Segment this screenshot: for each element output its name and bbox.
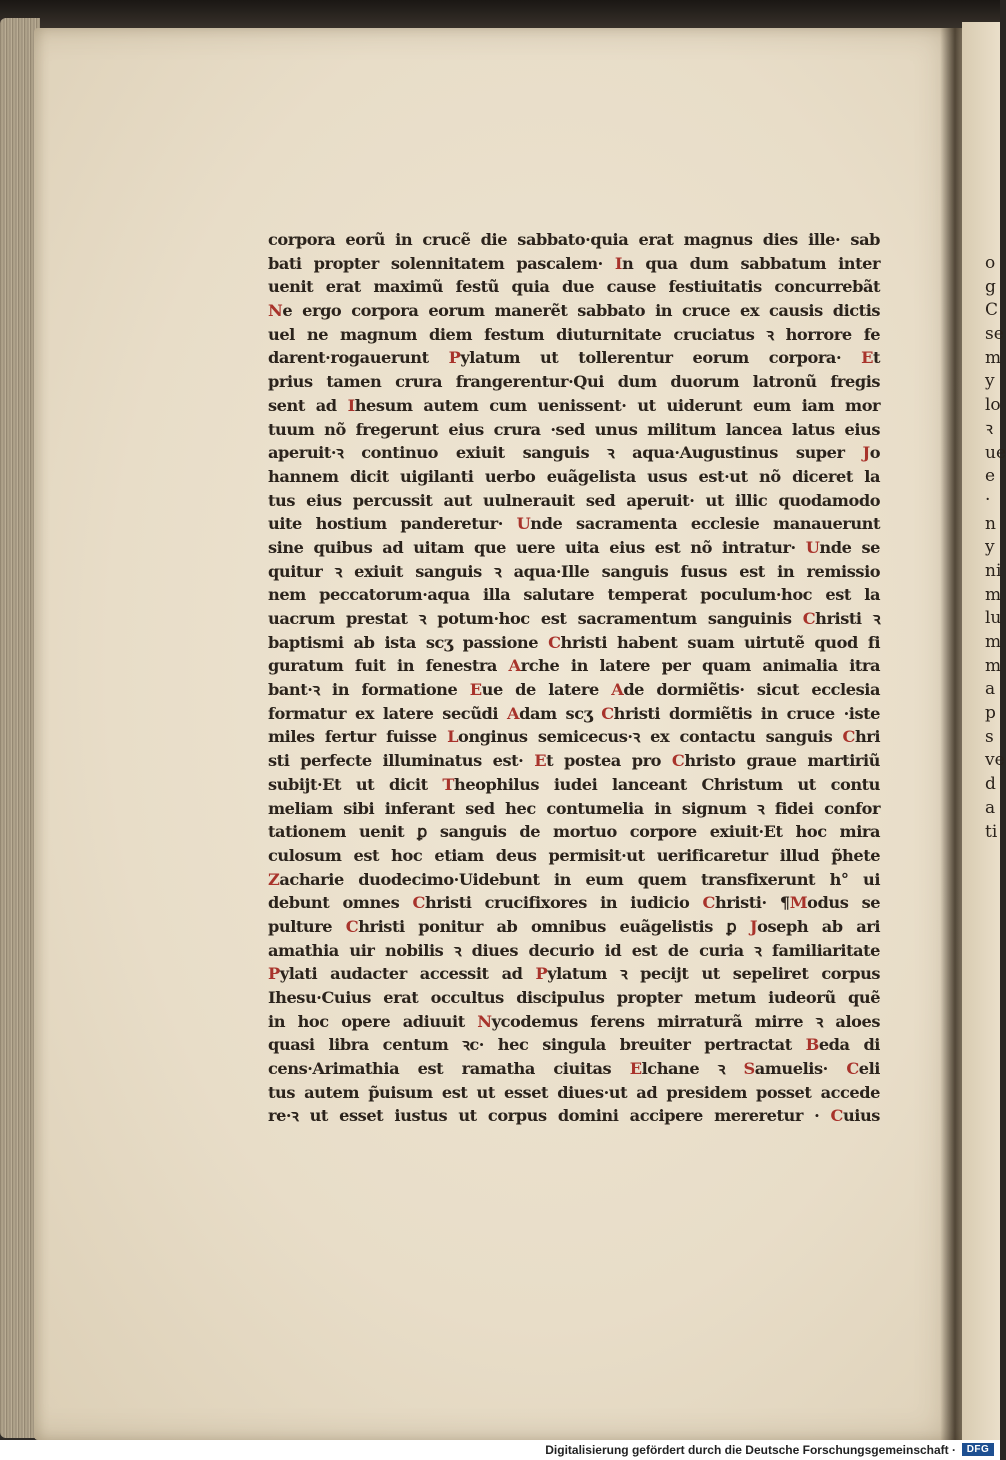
rubricated-initial: C (345, 916, 359, 936)
rubricated-initial: A (611, 680, 624, 700)
rubricated-initial: C (702, 893, 715, 913)
rubricated-initial: C (412, 893, 425, 913)
recto-fragment: · (985, 489, 991, 510)
rubricated-initial: N (268, 301, 283, 321)
incunable-text-block (268, 228, 880, 1128)
text-line: culosum est hoc etiam deus permisit·ut uerificaretur illud p̃hete (268, 845, 881, 865)
text-line: uenit erat maximũ festũ quia due cause festiuitatis concurrebãt (268, 277, 881, 297)
recto-fragment: m (985, 632, 1002, 652)
text-line: aperuit·ꝛ continuo exiuit sanguis ꝛ aqua·Augustinus super Jo (268, 443, 881, 463)
text-line: subijt·Et ut dicit Theophilus iudei lanceant Christum ut contu (268, 774, 880, 794)
text-line: Zacharie duodecimo·Uidebunt in eum quem transfixerunt h° ui (268, 869, 881, 889)
text-line: bati propter solennitatem pascalem· In qua dum sabbatum inter (268, 253, 881, 273)
text-line: sent ad Ihesum autem cum uenissent· ut uiderunt eum iam mor (268, 395, 881, 415)
text-line: baptismi ab ista scʒ passione Christi habent suam uirtutẽ quod fi (268, 632, 881, 652)
rubricated-initial: C (601, 703, 614, 723)
text-line: miles fertur fuisse Longinus semicecus·ꝛ ex contactu sanguis Chri (268, 727, 881, 747)
recto-fragment: ꝛ (985, 418, 994, 439)
rubricated-initial: C (842, 727, 855, 747)
recto-fragment: lo (985, 395, 1001, 416)
rubricated-initial: S (743, 1059, 755, 1079)
text-line: guratum fuit in fenestra Arche in latere per quam animalia itra (268, 656, 881, 676)
recto-fragment: m (985, 584, 1002, 605)
text-line: nem peccatorum·aqua illa salutare temperat poculum·hoc est la (268, 585, 881, 605)
rubricated-initial: U (516, 514, 531, 534)
rubricated-initial: P (535, 964, 548, 984)
recto-fragment: ue (985, 442, 1006, 463)
text-line: debunt omnes Christi crucifixores in iudicio Christi· ¶Modus se (268, 893, 881, 913)
text-line: quitur ꝛ exiuit sanguis ꝛ aqua·Ille sanguis fusus est in remissio (268, 561, 881, 581)
recto-fragment: lu (985, 608, 1002, 629)
recto-fragment: m (985, 347, 1002, 368)
recto-fragment: ve (985, 750, 1005, 771)
text-line: re·ꝛ ut esset iustus ut corpus domini accipere mereretur · Cuius (268, 1106, 880, 1126)
rubricated-initial: Z (268, 869, 280, 889)
rubricated-initial: J (862, 443, 870, 463)
rubricated-initial: N (477, 1011, 492, 1031)
dfg-logo[interactable]: DFG (962, 1443, 994, 1456)
rubricated-initial: E (629, 1059, 642, 1079)
rubricated-initial: I (614, 253, 622, 273)
text-line: hannem dicit uigilanti uerbo euãgelista usus est·ut nõ diceret la (268, 466, 881, 486)
text-line: darent·rogauerunt Pylatum ut tollerentur eorum corpora· Et (268, 348, 881, 368)
recto-fragment: n (985, 513, 996, 534)
text-line: in hoc opere adiuuit Nycodemus ferens mirraturã mirre ꝛ aloes (268, 1011, 881, 1031)
recto-fragment: ti (985, 821, 998, 842)
recto-fragment: o (985, 253, 996, 273)
text-line: formatur ex latere secũdi Adam scʒ Christi dormiẽtis in cruce ·iste (268, 703, 881, 723)
footer-banner (0, 1440, 1000, 1460)
text-line: Pylati audacter accessit ad Pylatum ꝛ pecijt ut sepeliret corpus (268, 964, 881, 984)
rubricated-initial: T (442, 774, 455, 794)
text-line: meliam sibi inferant sed hec contumelia in signum ꝛ fidei confor (268, 798, 881, 818)
text-line: tuum nõ fregerunt eius crura ·sed unus militum lancea latus eius (268, 419, 880, 439)
text-line: cens·Arimathia est ramatha ciuitas Elchane ꝛ Samuelis· Celi (268, 1059, 880, 1079)
recto-fragment: se (985, 324, 1004, 345)
rubricated-initial: E (534, 751, 547, 771)
rubricated-initial: E (469, 680, 482, 700)
text-line: bant·ꝛ in formatione Eue de latere Ade dormiẽtis· sicut ecclesia (268, 680, 881, 700)
text-line: prius tamen crura frangerentur·Qui dum duorum latronũ fregis (268, 372, 881, 392)
rubricated-initial: M (789, 893, 808, 913)
text-line: uite hostium panderetur· Unde sacramenta ecclesie manauerunt (268, 514, 881, 534)
book-cover-top (0, 0, 1000, 30)
recto-fragment: d (985, 774, 996, 795)
rubricated-initial: C (802, 609, 816, 628)
rubricated-initial: A (506, 703, 520, 723)
text-line: tus autem p̃uisum est ut esset diues·ut ad presidem posset accede (268, 1082, 880, 1102)
rubricated-initial: P (448, 348, 461, 368)
recto-fragment: y (985, 371, 995, 392)
text-line: sti perfecte illuminatus est· Et postea pro Christo graue martiriũ (268, 751, 880, 771)
rubricated-initial: U (805, 537, 820, 557)
rubricated-initial: I (347, 395, 355, 415)
rubricated-initial: J (749, 916, 758, 936)
rubricated-initial: C (671, 751, 685, 771)
text-line: tationem uenit ꝑ sanguis de mortuo corpore exiuit·Et hoc mira (268, 822, 881, 842)
recto-text-fragments (985, 252, 1006, 844)
text-line: amathia uir nobilis ꝛ diues decurio id est de curia ꝛ familiaritate (268, 940, 881, 960)
recto-fragment: C (985, 300, 999, 321)
recto-fragment: p (985, 703, 996, 724)
rubricated-initial: E (861, 348, 873, 368)
rubricated-initial: C (548, 632, 561, 652)
text-line: pulture Christi ponitur ab omnibus euãgelistis ꝑ Joseph ab ari (268, 916, 881, 936)
footer-credit[interactable]: Digitalisierung gefördert durch die Deutsche Forschungsgemeinschaft · (545, 1443, 956, 1457)
recto-fragment: y (985, 537, 995, 558)
recto-fragment: e (985, 466, 996, 487)
recto-fragment: g (985, 276, 996, 297)
text-line: tus eius percussit aut uulnerauit sed aperuit· ut illic quodamodo (268, 490, 881, 510)
text-line: Ne ergo corpora eorum manerẽt sabbato in cruce ex causis dictis (268, 301, 881, 321)
rubricated-initial: C (830, 1106, 843, 1126)
text-line: corpora eorũ in crucẽ die sabbato·quia erat magnus dies ille· sab (268, 230, 880, 249)
recto-fragment: m (985, 655, 1002, 676)
rubricated-initial: A (508, 656, 521, 676)
recto-fragment: ni (985, 560, 1002, 581)
rubricated-initial: B (805, 1035, 819, 1055)
text-line: sine quibus ad uitam que uere uita eius est nõ intratur· Unde se (268, 537, 880, 557)
rubricated-initial: L (447, 727, 459, 747)
text-line: quasi libra centum ꝛc· hec singula breuiter pertractat Beda di (268, 1035, 881, 1055)
recto-fragment: a (985, 797, 996, 818)
text-line: uel ne magnum diem festum diuturnitate cruciatus ꝛ horrore fe (268, 324, 881, 344)
text-line: Ihesu·Cuius erat occultus discipulus propter metum iudeorũ quẽ (268, 988, 881, 1007)
text-line: uacrum prestat ꝛ potum·hoc est sacramentum sanguinis Christi ꝛ (268, 609, 881, 628)
recto-fragment: a (985, 679, 996, 700)
rubricated-initial: C (846, 1059, 859, 1079)
rubricated-initial: P (268, 964, 280, 984)
recto-fragment: s (985, 726, 994, 747)
